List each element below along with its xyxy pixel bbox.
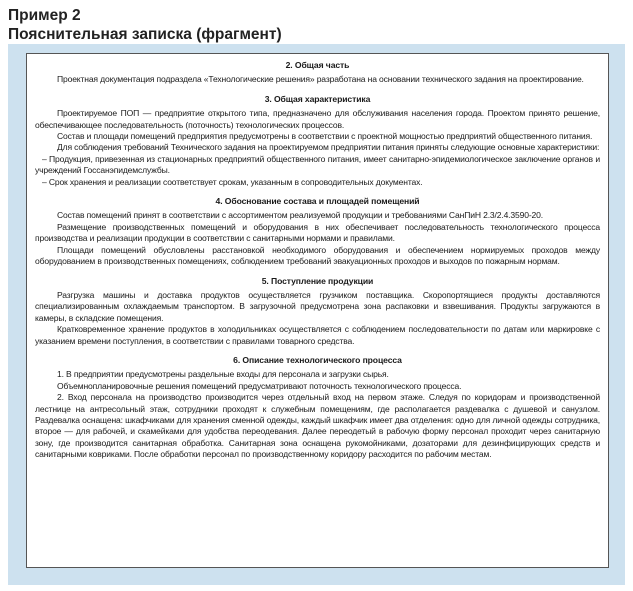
paragraph: 2. Вход персонала на производство производится через отдельный вход на первом этаже. Следуя по коридорам и производственной лестнице на антресольный этаж, сотрудники проходят к служебным помещениям, где располагается раздевалка с душевой и санузлом. Раздевалка оснащена: шкафчиками для хранения сменной одежды, каждый шкафчик имеет два отделения: одно для личной одежды сотрудника, второе — для рабочей, и скамейками для удобства переодевания. Далее переодетый в рабочую форму персонал проходит через санитарную зону, где производится санитарная обработка. Санитарная зона оснащена рукомойниками, дозаторами для дезинфицирующих средств и санитарными ковриками. После обработки персонал по производственному коридору расходится по рабочим местам.: [35, 392, 600, 460]
paragraph: Объемнопланировочные решения помещений предусматривают поточность технологического процесса.: [57, 380, 462, 391]
paragraph: Разгрузка машины и доставка продуктов осуществляется грузчиком поставщика. Скоропортящиеся продукты доставляются специализированным охлаждаемым транспортом. В загрузочной предусмотрена зона распаковки и взвешивания. Продукты загружаются в камеры, в складские помещения.: [35, 289, 600, 323]
paragraph: Проектируемое ПОП — предприятие открытого типа, предназначено для обслуживания населения города. Проектом принято решение, обеспечивающее последовательность (поточность) технологических процессов.: [35, 108, 600, 130]
document-section: [35, 355, 600, 461]
document-panel: [8, 44, 625, 585]
section-title: 4. Обоснование состава и площадей помещений: [215, 196, 420, 207]
paragraph: Состав и площади помещений предприятия предусмотрены в соответствии с проектной мощностью предприятий общественного питания.: [57, 131, 593, 142]
list-item: – Продукция, привезенная из стационарных предприятий общественного питания, имеет санитарно-эпидемиологическое заключение органов и учреждений Госсанэпидемслужбы.: [35, 153, 600, 176]
paragraph: Площади помещений обусловлены расстановкой необходимого оборудования и обеспечением нормируемых проходов между оборудованием в производственных помещениях, соблюдением требований эвакуационных проходов и выходов по пожарным нормам.: [35, 244, 600, 267]
document-section: [35, 276, 600, 347]
paragraph: Размещение производственных помещений и оборудования в них обеспечивает последовательность технологического процесса производства и реализации продукции в соответствии с санитарными нормами и правилами.: [35, 221, 600, 244]
list-item: – Срок хранения и реализации соответствует срокам, указанным в сопроводительных документах.: [42, 176, 423, 187]
paragraph: 1. В предприятии предусмотрены раздельные входы для персонала и загрузки сырья.: [57, 369, 389, 380]
section-title: 2. Общая часть: [285, 60, 350, 70]
section-title: 6. Описание технологического процесса: [233, 354, 402, 365]
document-section: [35, 196, 600, 267]
document-section: [35, 60, 600, 86]
paragraph: Состав помещений принят в соответствии с ассортиментом реализуемой продукции и требованиями СанПиН 2.3/2.4.3590-20.: [57, 210, 543, 221]
section-title: 3. Общая характеристика: [264, 93, 371, 104]
example-caption: Пояснительная записка (фрагмент): [8, 26, 282, 43]
section-title: 5. Поступление продукции: [261, 275, 374, 286]
document-section: [35, 94, 600, 188]
example-number: Пример 2: [8, 7, 81, 24]
example-heading: [8, 6, 282, 44]
paragraph: Проектная документация подраздела «Технологические решения» разработана на основании технического задания на проектирование.: [57, 74, 584, 85]
document-page: [26, 53, 609, 568]
paragraph: Кратковременное хранение продуктов в холодильниках осуществляется с соблюдением последовательности по датам или маркировке с указанием времени поступления, в соответствии с правилами товарного средства.: [35, 324, 600, 346]
paragraph: Для соблюдения требований Технического задания на проектируемом предприятии питания приняты следующие основные характеристики:: [57, 142, 600, 153]
